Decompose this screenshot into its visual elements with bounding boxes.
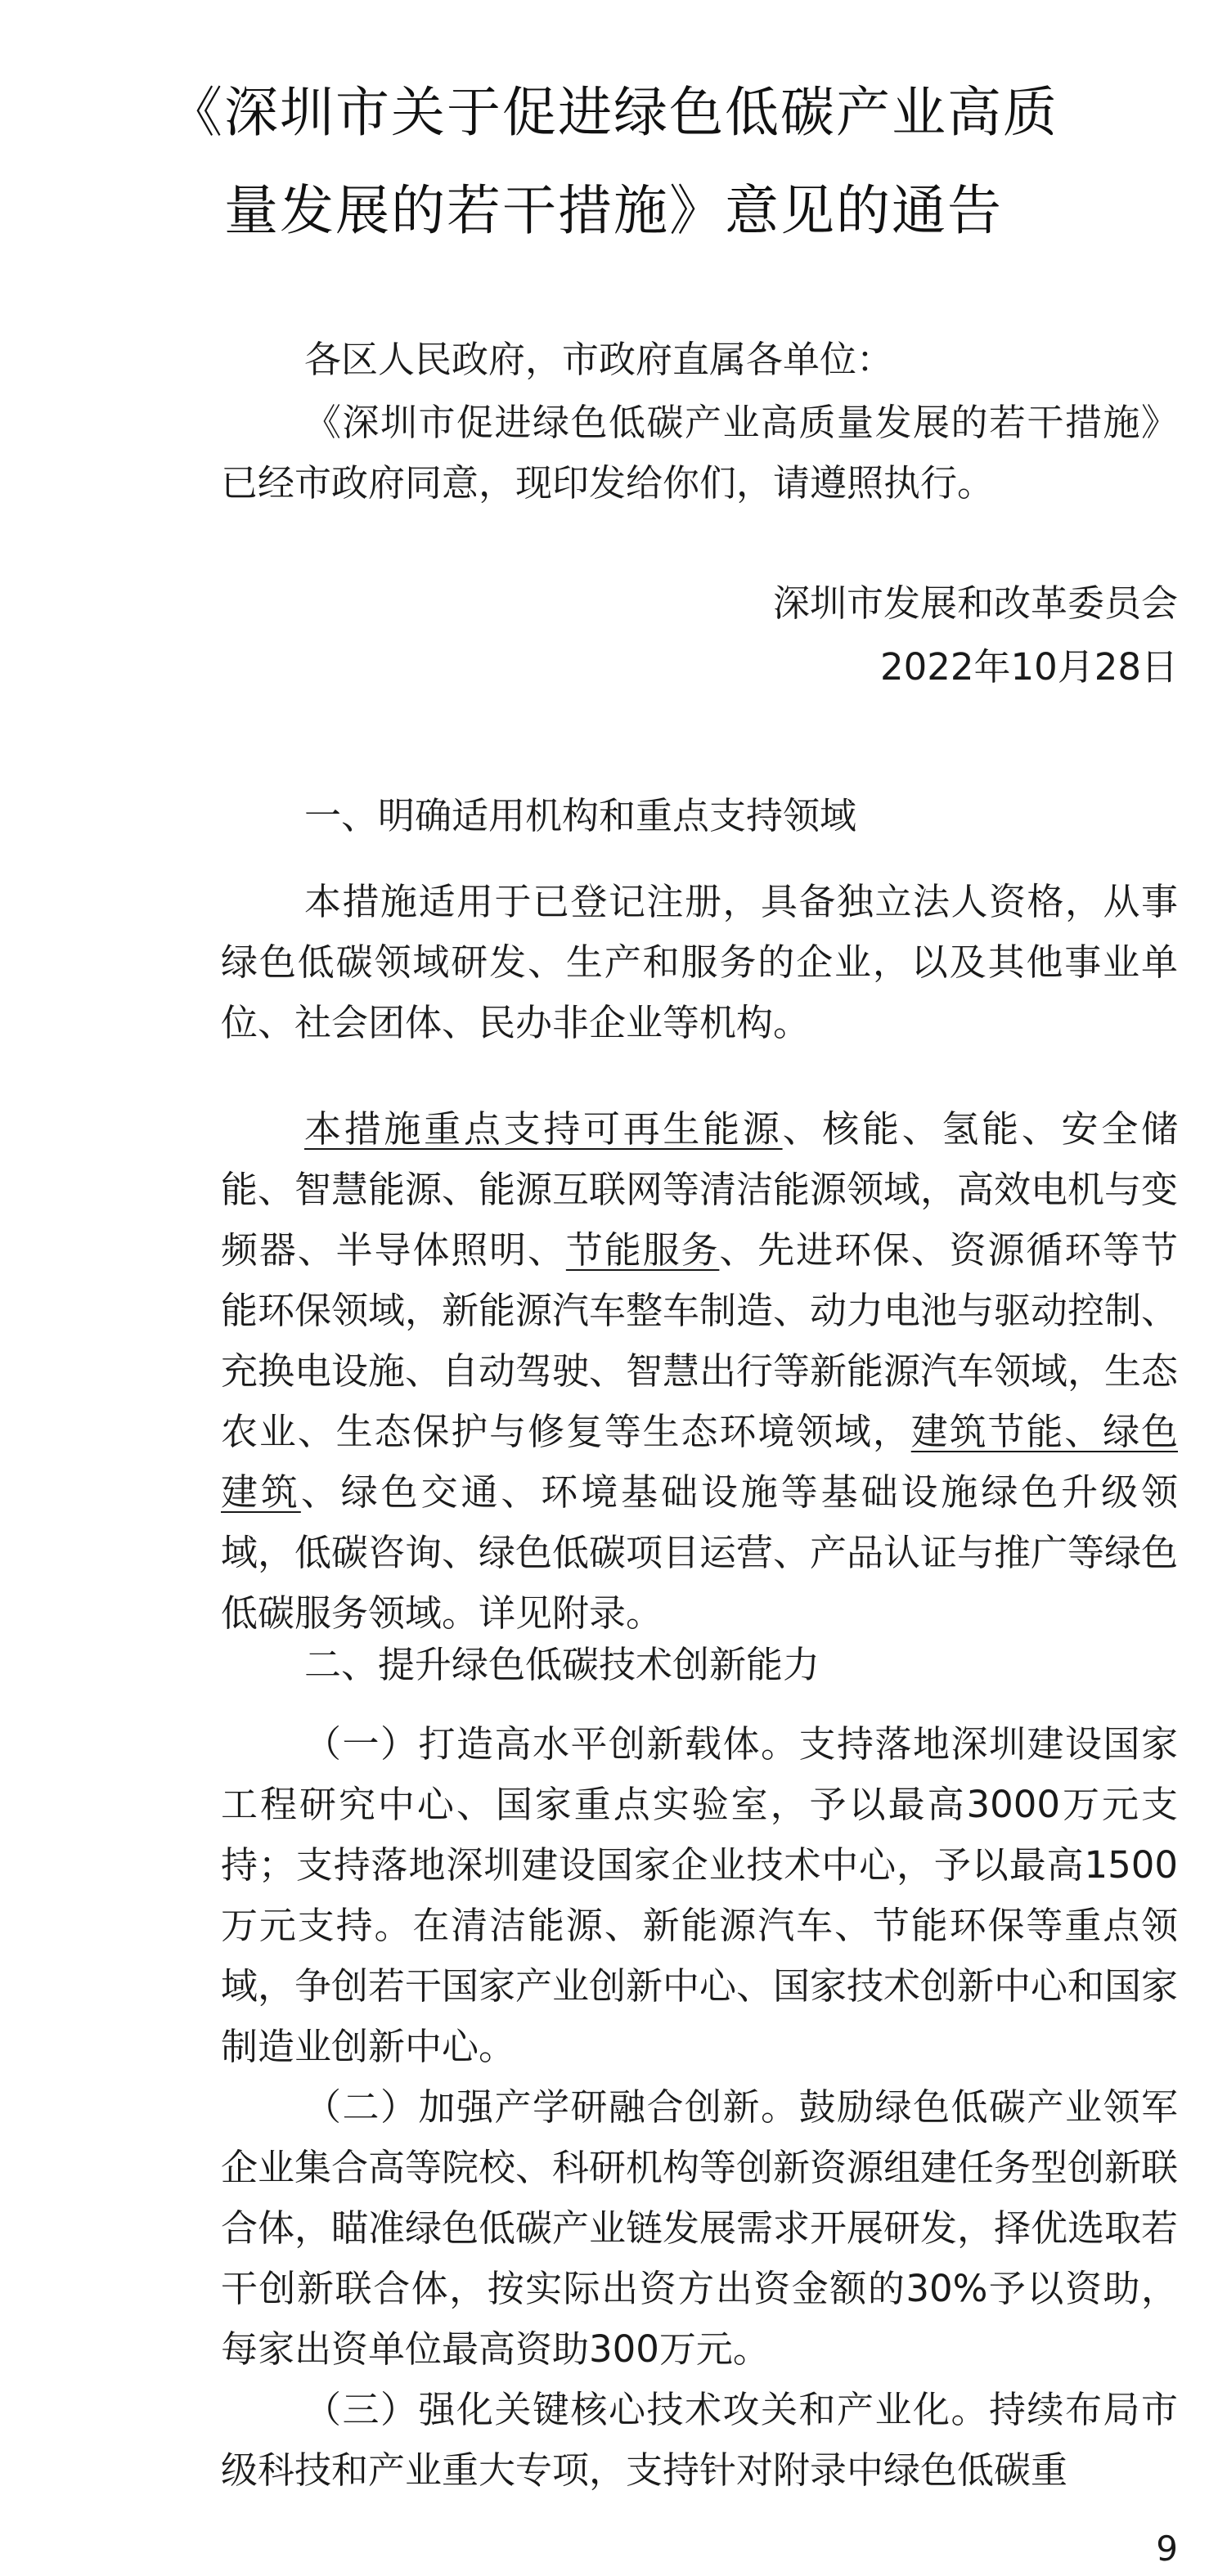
salutation: 各区人民政府，市政府直属各单位：	[304, 338, 894, 381]
section-1-heading: 一、明确适用机构和重点支持领域	[304, 794, 857, 837]
title-line-2: 量发展的若干措施》意见的通告	[224, 179, 1003, 242]
underlined-phrase: 节能服务	[565, 1228, 720, 1272]
issue-date: 2022年10月28日	[879, 645, 1178, 689]
issuer: 深圳市发展和改革委员会	[772, 581, 1178, 625]
section-2-item-3: （三）强化关键核心技术攻关和产业化。持续布局市级科技和产业重大专项，支持针对附录中绿色低碳重	[221, 2388, 1178, 2492]
section-2-item-2: （二）加强产学研融合创新。鼓励绿色低碳产业领军企业集合高等院校、科研机构等创新资源组建任务型创新联合体，瞄准绿色低碳产业链发展需求开展研发，择优选取若干创新联合体，按实际出资方出资金额的30%予以资助，每家出资单位最高资助300万元。	[221, 2085, 1179, 2371]
intro-paragraph: 《深圳市促进绿色低碳产业高质量发展的若干措施》已经市政府同意，现印发给你们，请遵照执行。	[221, 401, 1178, 505]
underlined-phrase: 建筑节能、绿色建筑	[221, 1410, 1178, 1514]
section-1-paragraph-1: 本措施适用于已登记注册，具备独立法人资格，从事绿色低碳领域研发、生产和服务的企业，以及其他事业单位、社会团体、民办非企业等机构。	[221, 880, 1178, 1044]
page-number: 9	[1156, 2529, 1178, 2569]
section-1-paragraph-2: 本措施重点支持可再生能源、核能、氢能、安全储能、智慧能源、能源互联网等清洁能源领域，高效电机与变频器、半导体照明、节能服务、先进环保、资源循环等节能环保领域，新能源汽车整车制造、动力电池与驱动控制、充换电设施、自动驾驶、智慧出行等新能源汽车领域，生态农业、生态保护与修复等生态环境领域，建筑节能、绿色建筑、绿色交通、环境基础设施等基础设施绿色升级领域，低碳咨询、绿色低碳项目运营、产品认证与推广等绿色低碳服务领域。详见附录。	[221, 1107, 1179, 1635]
title-line-1: 《深圳市关于促进绿色低碳产业高质	[169, 81, 1058, 144]
underlined-phrase: 本措施重点支持可再生能源	[304, 1107, 783, 1151]
section-2-heading: 二、提升绿色低碳技术创新能力	[304, 1643, 820, 1686]
section-2-item-1: （一）打造高水平创新载体。支持落地深圳建设国家工程研究中心、国家重点实验室，予以最高3000万元支持；支持落地深圳建设国家企业技术中心，予以最高1500万元支持。在清洁能源、新能源汽车、节能环保等重点领域，争创若干国家产业创新中心、国家技术创新中心和国家制造业创新中心。	[221, 1722, 1179, 2068]
document-title	[0, 64, 1227, 260]
